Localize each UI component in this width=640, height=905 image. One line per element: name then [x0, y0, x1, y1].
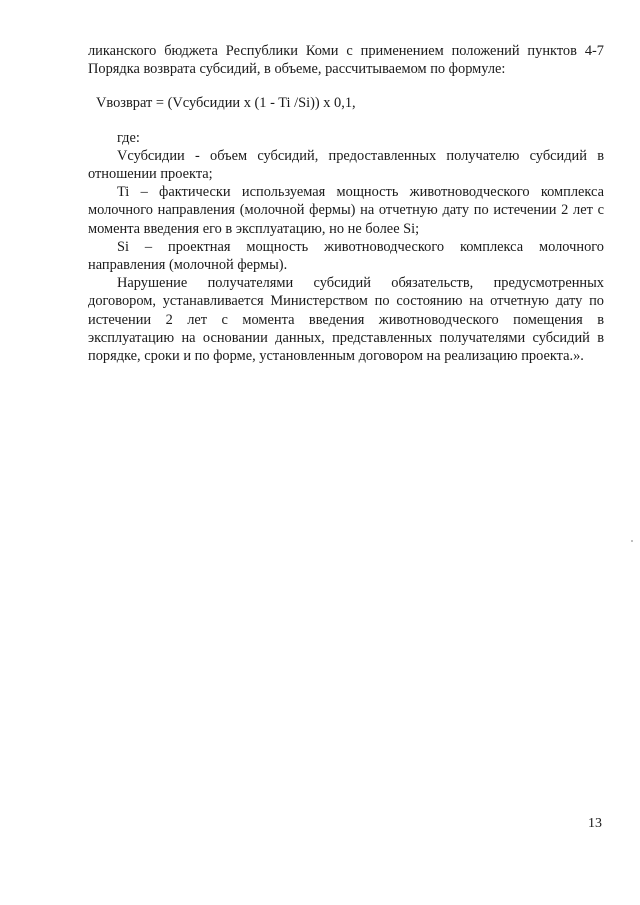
si-definition: Si – проектная мощность животноводческого комплекса молочного направления (молочной фермы). [88, 238, 604, 274]
intro-paragraph: ликанского бюджета Республики Коми с применением положений пунктов 4-7 Порядка возврата субсидий, в объеме, рассчитываемом по формуле: [88, 43, 604, 78]
violation-paragraph: Нарушение получателями субсидий обязательств, предусмотренных договором, устанавливается Министерством по состоянию на отчетную дату по истечении 2 лет с момента введения животноводческого помещения в эксплуатацию на основании данных, представленных получателями субсидий в порядке, сроки и по форме, установленным договором на реализацию проекта.». [88, 275, 604, 365]
scan-speck [631, 540, 633, 542]
vsubsidy-definition: Vсубсидии - объем субсидий, предоставленных получателю субсидий в отношении проекта; [88, 147, 604, 183]
ti-definition: Ti – фактически используемая мощность животноводческого комплекса молочного направления (молочной фермы) на отчетную дату по истечении 2 лет с момента введения его в эксплуатацию, но не более Si; [88, 184, 604, 237]
page-number: 13 [588, 816, 602, 831]
return-formula: Vвозврат = (Vсубсидии x (1 - Ti /Si)) x 0,1, [96, 95, 356, 112]
where-label: где: [117, 129, 140, 146]
document-body [88, 42, 604, 365]
